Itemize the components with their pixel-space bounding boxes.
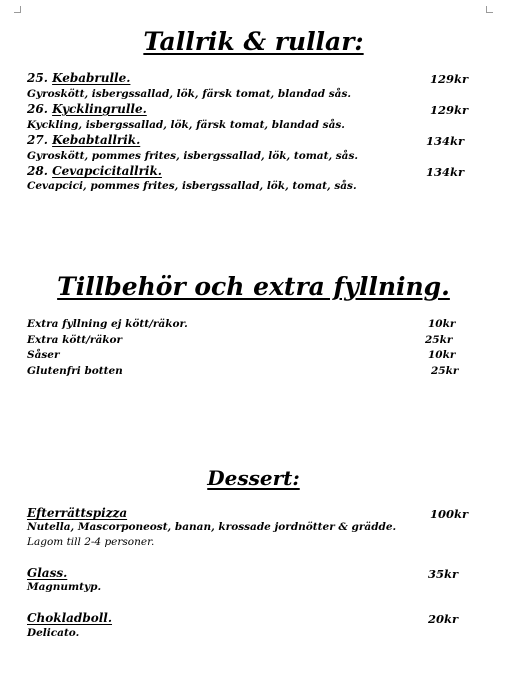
menu-item-28 [27,164,162,178]
item-price: 134kr [426,165,465,179]
dessert-item [27,611,112,625]
item-description: Gyroskött, pommes frites, isbergssallad, lök, tomat, sås. [27,150,359,162]
extra-item-name: Extra kött/räkor [27,334,123,346]
item-name: Cevapcicitallrik. [52,164,162,178]
page-corner-mark-right [486,6,493,13]
item-price: 129kr [430,103,469,117]
item-price: 100kr [430,507,469,521]
item-name: Kycklingrulle. [52,102,147,116]
item-name: Kebabtallrik. [52,133,141,147]
dessert-item [27,566,67,580]
item-description: Nutella, Mascorponeost, banan, krossade jordnötter & grädde. [27,521,397,533]
menu-item-25 [27,71,130,85]
extra-item-name: Extra fyllning ej kött/räkor. [27,318,188,330]
item-name: Kebabrulle. [52,71,131,85]
item-price: 20kr [428,612,459,626]
item-price: 134kr [426,134,465,148]
dessert-item [27,506,127,520]
item-name: Chokladboll. [27,611,113,625]
item-price: 35kr [428,567,459,581]
section-title-dessert: Dessert: [207,466,300,490]
menu-item-26 [27,102,147,116]
page-corner-mark-left [14,6,21,13]
item-note: Lagom till 2-4 personer. [27,536,155,548]
item-number: 27. [27,133,48,147]
item-price: 129kr [430,72,469,86]
item-number: 28. [27,164,48,178]
item-description: Cevapcici, pommes frites, isbergssallad, lök, tomat, sås. [27,180,357,192]
item-description: Magnumtyp. [27,581,102,593]
item-description: Kyckling, isbergssallad, lök, färsk tomat, blandad sås. [27,119,345,131]
item-description: Delicato. [27,627,80,639]
item-number: 26. [27,102,48,116]
item-number: 25. [27,71,48,85]
extra-item-name: Glutenfri botten [27,365,123,377]
extra-item-price: 10kr [428,349,456,361]
menu-item-27 [27,133,140,147]
extra-item-price: 25kr [431,365,459,377]
item-description: Gyroskött, isbergssallad, lök, färsk tomat, blandad sås. [27,88,352,100]
section-title-tallrik: Tallrik & rullar: [143,27,364,56]
extra-item-name: Såser [27,349,60,361]
item-name: Efterrättspizza [27,506,128,520]
item-name: Glass. [27,566,68,580]
extra-item-price: 25kr [425,334,453,346]
section-title-tillbehor: Tillbehör och extra fyllning. [57,272,450,301]
extra-item-price: 10kr [428,318,456,330]
